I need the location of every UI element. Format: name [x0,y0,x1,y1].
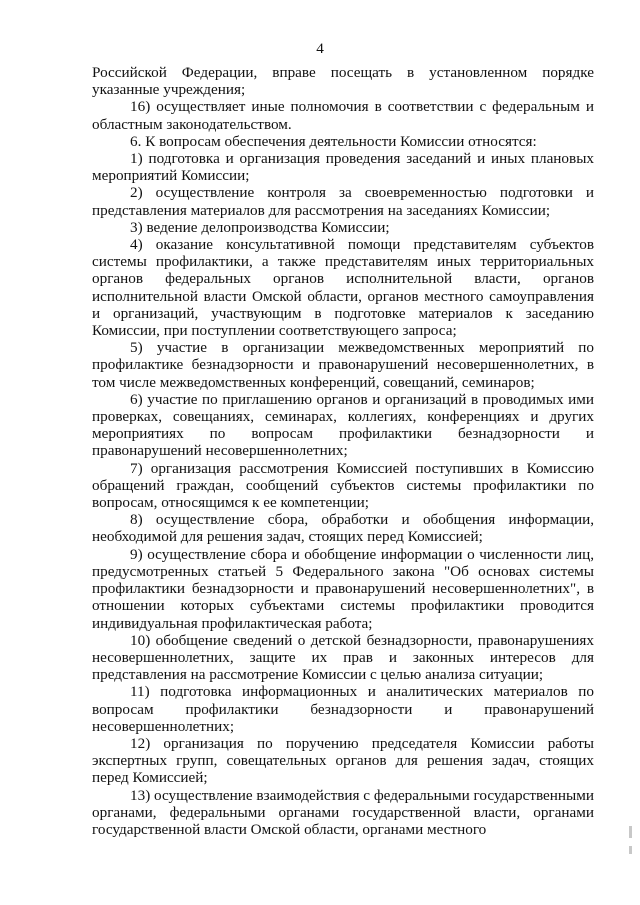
list-item-9: 9) осуществление сбора и обобщение информации о численности лиц, предусмотренных статьей 5 Федерального закона "Об основах системы профилактики безнадзорности и правонарушений несовершеннолетних", в отношении которых субъектами системы профилактики проводится индивидуальная профилактическая работа; [92,545,594,632]
list-item-10: 10) обобщение сведений о детской безнадзорности, правонарушениях несовершеннолетних, защите их прав и законных интересов для представления на рассмотрение Комиссии с целью анализа ситуации; [92,631,594,684]
paragraph-item-16: 16) осуществляет иные полномочия в соответствии с федеральным и областным законодательством. [92,98,594,133]
list-item-2: 2) осуществление контроля за своевременностью подготовки и представления материалов для рассмотрения на заседаниях Комиссии; [92,184,594,219]
list-item-13: 13) осуществление взаимодействия с федеральными государственными органами, федеральными органами государственной власти, органами государственной власти Омской области, органами местного [92,786,594,838]
list-item-1: 1) подготовка и организация проведения заседаний и иных плановых мероприятий Комиссии; [92,150,594,185]
scan-edge-mark [629,826,632,838]
list-item-6: 6) участие по приглашению органов и организаций в проводимых ими проверках, совещаниях, семинарах, коллегиях, конференциях и других мероприятиях по вопросам профилактики безнадзорности и правонарушений несовершеннолетних; [92,390,594,460]
paragraph-continuation: Российской Федерации, вправе посещать в установленном порядке указанные учреждения; [92,64,594,99]
list-item-5: 5) участие в организации межведомственных мероприятий по профилактике безнадзорности и правонарушений несовершеннолетних, в том числе межведомственных конференций, совещаний, семинаров; [92,339,594,391]
scan-edge-mark [629,846,632,854]
page-number: 4 [316,40,324,57]
list-item-11: 11) подготовка информационных и аналитических материалов по вопросам профилактики безнадзорности и правонарушений несовершеннолетних; [92,683,594,735]
body-text [92,64,594,838]
paragraph-section-6: 6. К вопросам обеспечения деятельности Комиссии относятся: [130,132,537,150]
list-item-12: 12) организация по поручению председателя Комиссии работы экспертных групп, совещательных органов для решения задач, стоящих перед Комиссией; [92,734,594,787]
list-item-3: 3) ведение делопроизводства Комиссии; [130,218,390,236]
list-item-7: 7) организация рассмотрения Комиссией поступивших в Комиссию обращений граждан, сообщений субъектов системы профилактики по вопросам, относящимся к ее компетенции; [92,459,594,512]
list-item-8: 8) осуществление сбора, обработки и обобщения информации, необходимой для решения задач, стоящих перед Комиссией; [92,511,594,546]
list-item-4: 4) оказание консультативной помощи представителям субъектов системы профилактики, а также представителям иных территориальных органов федеральных органов исполнительной власти, органов исполнительной власти Омской области, органов местного самоуправления и организаций, участвующим в подготовке материалов к заседанию Комиссии, при поступлении соответствующего запроса; [92,236,594,340]
